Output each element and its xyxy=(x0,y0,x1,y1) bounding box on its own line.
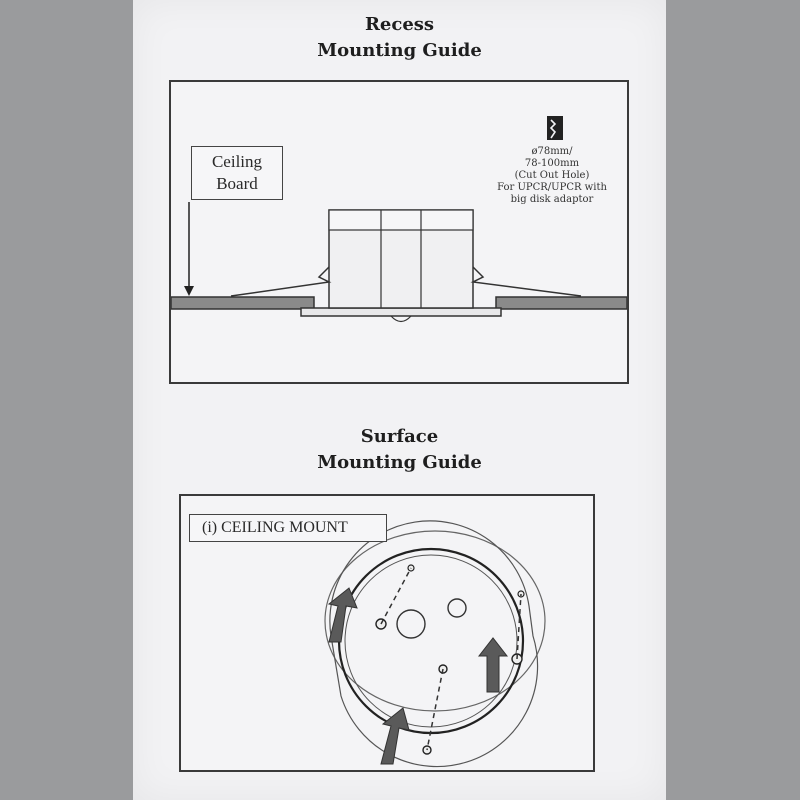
light-flange xyxy=(301,308,501,316)
spring-clip-left xyxy=(231,267,329,296)
surface-title-line2: Mounting Guide xyxy=(317,452,482,473)
cable-hole-small xyxy=(448,599,466,617)
surface-title xyxy=(133,424,666,476)
surface-title-line1: Surface xyxy=(360,426,439,447)
recess-diagram xyxy=(171,82,627,382)
recess-title xyxy=(133,12,666,64)
cable-hole-large xyxy=(397,610,425,638)
recess-title-line1: Recess xyxy=(364,14,435,35)
ceiling-board-left xyxy=(171,297,314,309)
ceiling-label-line1: Ceiling xyxy=(211,152,263,171)
guide-line-left xyxy=(381,568,411,624)
ceiling-board-right xyxy=(496,297,627,309)
ceiling-board-label xyxy=(191,146,283,200)
arrow-up-right xyxy=(479,638,507,692)
light-body-top xyxy=(329,210,473,230)
note-line2: 78-100mm xyxy=(524,158,580,169)
guide-line-bottom xyxy=(427,669,443,750)
instruction-sheet xyxy=(133,0,666,800)
note-line1: ø78mm/ xyxy=(531,146,573,157)
guide-line-right xyxy=(517,594,521,659)
surface-diagram-panel xyxy=(179,494,595,772)
saw-icon xyxy=(547,116,563,140)
lens-bottom xyxy=(391,316,411,322)
ceiling-pointer-head xyxy=(184,286,194,296)
ceiling-label-line2: Board xyxy=(216,174,258,193)
cutout-note xyxy=(489,146,615,206)
ceiling-mount-label: (i) CEILING MOUNT xyxy=(189,514,387,542)
note-line3: (Cut Out Hole) xyxy=(514,170,590,181)
cylinder-side xyxy=(330,521,538,767)
recess-diagram-panel xyxy=(169,80,629,384)
arrow-up-bottom xyxy=(381,708,409,764)
note-line4: For UPCR/UPCR with xyxy=(497,182,607,193)
recess-title-line2: Mounting Guide xyxy=(317,40,482,61)
note-line5: big disk adaptor xyxy=(510,194,594,205)
spring-clip-right xyxy=(473,267,581,296)
